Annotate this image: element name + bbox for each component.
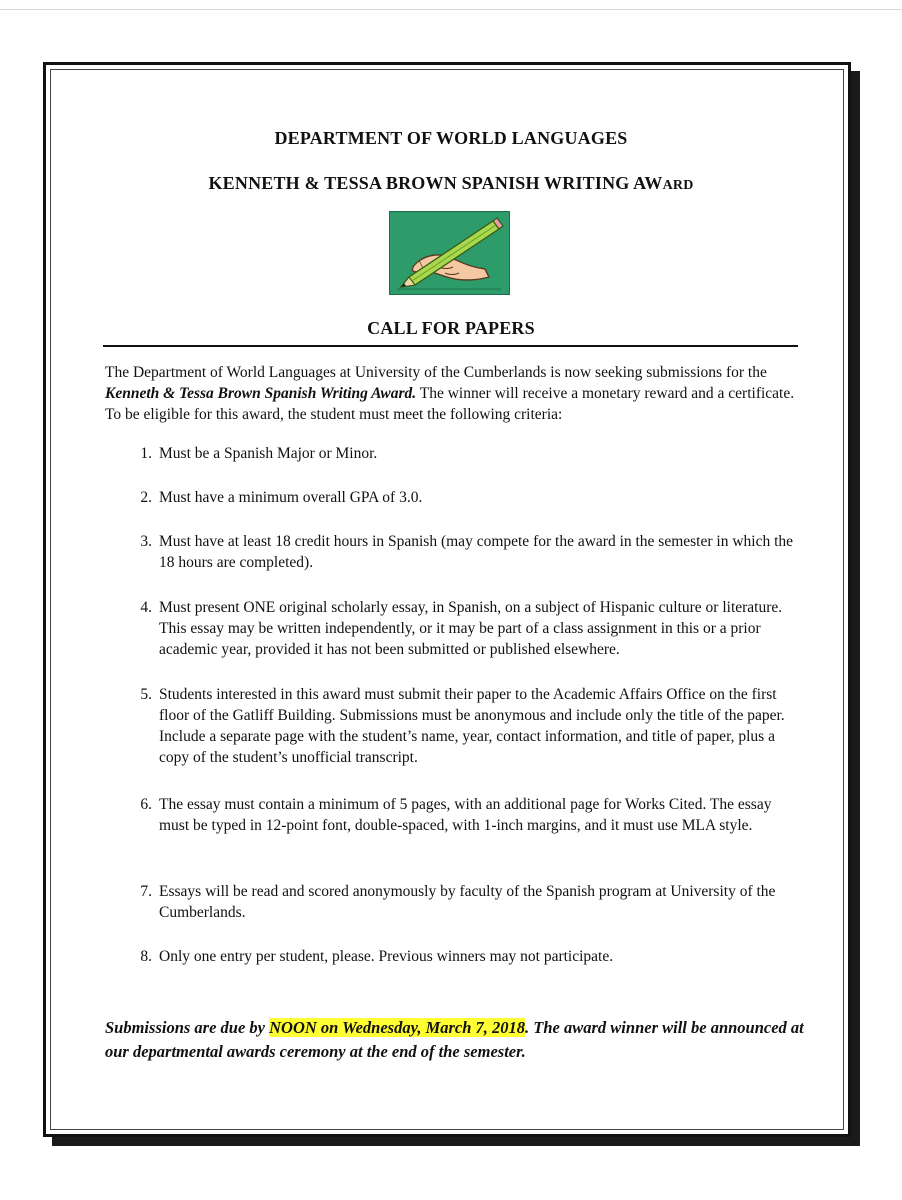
department-title: DEPARTMENT OF WORLD LANGUAGES: [274, 128, 628, 148]
closing-text-end: . The award winner will be announced at our departmental awards ceremony at the end of the semester.: [105, 1018, 804, 1061]
criteria-number: 8.: [140, 948, 152, 965]
section-title: CALL FOR PAPERS: [367, 318, 535, 338]
criteria-text: Must be a Spanish Major or Minor.: [159, 445, 378, 462]
criteria-number: 2.: [140, 489, 152, 506]
award-title-tail: ARD: [662, 178, 694, 193]
criteria-number: 1.: [140, 445, 152, 462]
intro-text-start: The Department of World Languages at University of the Cumberlands is now seeking submissions for the: [105, 364, 767, 381]
intro-award-name: Kenneth & Tessa Brown Spanish Writing Award.: [105, 385, 417, 402]
award-title: [0, 173, 902, 194]
criteria-text: Essays will be read and scored anonymously by faculty of the Spanish program at University of the Cumberlands.: [159, 883, 776, 921]
criteria-text: Must have at least 18 credit hours in Spanish (may compete for the award in the semester in which the 18 hours are completed).: [159, 533, 794, 571]
closing-text-start: Submissions are due by: [105, 1018, 270, 1037]
closing-paragraph: [105, 1016, 810, 1064]
criteria-number: 6.: [140, 796, 152, 813]
criteria-text: The essay must contain a minimum of 5 pages, with an additional page for Works Cited. The essay must be typed in 12-point font, double-spaced, with 1-inch margins, and it must use MLA style.: [159, 796, 772, 834]
criteria-text: Only one entry per student, please. Previous winners may not participate.: [159, 948, 614, 965]
criteria-number: 4.: [140, 599, 152, 616]
section-divider: [103, 345, 798, 347]
top-rule: [0, 9, 902, 10]
deadline-highlight: NOON on Wednesday, March 7, 2018: [269, 1018, 526, 1037]
criteria-number: 7.: [140, 883, 152, 900]
intro-paragraph: [105, 362, 805, 425]
criteria-text: Must present ONE original scholarly essay, in Spanish, on a subject of Hispanic culture or literature. This essay may be written independently, or it may be part of a class assignment in this or a prior academic year, provided it has not been submitted or published elsewhere.: [159, 599, 783, 658]
award-title-main: KENNETH & TESSA BROWN SPANISH WRITING AW: [208, 173, 663, 193]
criteria-number: 5.: [140, 686, 152, 703]
intro-text-end: The winner will receive a monetary reward and a certificate. To be eligible for this award, the student must meet the following criteria:: [105, 385, 795, 423]
criteria-number: 3.: [140, 533, 152, 550]
criteria-text: Students interested in this award must submit their paper to the Academic Affairs Office on the first floor of the Gatliff Building. Submissions must be anonymous and include only the title of the paper. Include a separate page with the student’s name, year, contact information, and title of paper, plus a copy of the student’s unofficial transcript.: [159, 686, 785, 766]
hand-writing-with-pencil-icon: [389, 211, 510, 295]
criteria-text: Must have a minimum overall GPA of 3.0.: [159, 489, 423, 506]
